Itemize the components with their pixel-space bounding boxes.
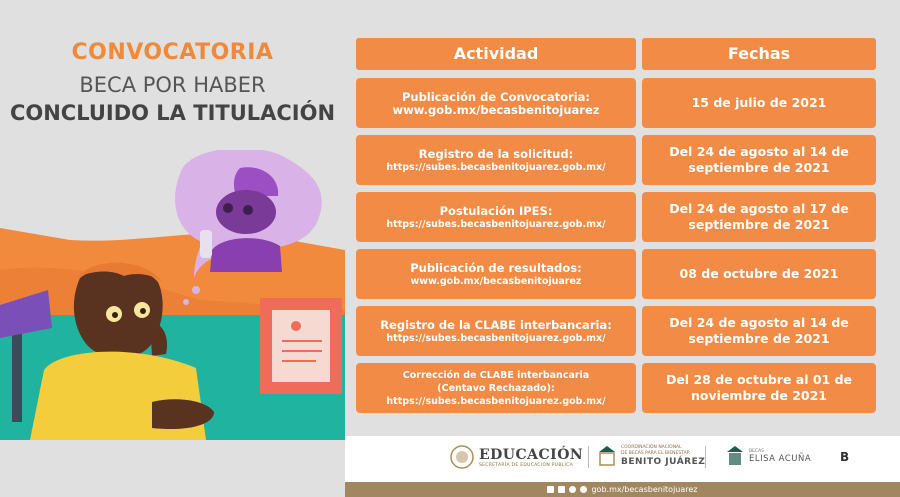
activity-title: Corrección de CLABE interbancaria: [402, 369, 590, 381]
column-header-dates: Fechas: [642, 38, 876, 70]
date-text: Del 28 de octubre al 01 de noviembre de 2021: [665, 372, 853, 403]
table-row: [356, 306, 876, 356]
title-block: [0, 30, 345, 125]
column-header-activity: Actividad: [356, 38, 636, 70]
date-text: Del 24 de agosto al 17 de septiembre de 2021: [669, 201, 849, 232]
table-row: [356, 78, 876, 128]
bj-subtitle-2: DE BECAS PARA EL BIENESTAR: [621, 451, 690, 456]
activity-link[interactable]: www.gob.mx/becasbenitojuarez: [392, 102, 600, 117]
schedule-table: [356, 38, 876, 420]
logo-benito-juarez: [597, 444, 705, 468]
bj-wordmark: BENITO JUÁREZ: [621, 457, 706, 467]
ea-building-icon: [725, 444, 745, 468]
activity-title: Registro de la solicitud:: [418, 146, 574, 161]
logo-elisa-acuna: [725, 444, 811, 468]
activity-cell: [356, 363, 636, 413]
bj-subtitle-1: COORDINACIÓN NACIONAL: [621, 445, 682, 450]
bj-building-icon: [597, 444, 617, 468]
facebook-icon[interactable]: [547, 486, 554, 493]
activity-link[interactable]: https://subes.becasbenitojuarez.gob.mx/: [386, 332, 606, 344]
date-text: Del 24 de agosto al 14 de septiembre de 2021: [669, 315, 849, 346]
activity-link[interactable]: https://subes.becasbenitojuarez.gob.mx/: [386, 218, 606, 230]
activity-link[interactable]: https://subes.becasbenitojuarez.gob.mx/: [386, 395, 606, 407]
footer-bar: [345, 482, 900, 497]
educacion-subtitle: SECRETARÍA DE EDUCACIÓN PÚBLICA: [479, 462, 573, 468]
activity-title-line-2: (Centavo Rechazado):: [437, 382, 555, 394]
logo-educacion: [449, 444, 583, 470]
logo-divider: [705, 446, 706, 468]
date-text: 08 de octubre de 2021: [679, 266, 839, 281]
activity-link[interactable]: https://subes.becasbenitojuarez.gob.mx/: [386, 161, 606, 173]
activity-link[interactable]: www.gob.mx/becasbenitojuarez: [410, 275, 582, 287]
logo-divider: [588, 446, 589, 468]
page-subtitle-2: CONCLUIDO LA TITULACIÓN: [9, 101, 336, 125]
youtube-icon[interactable]: [580, 486, 587, 493]
footer-url[interactable]: gob.mx/becasbenitojuarez: [591, 485, 698, 494]
date-cell: [642, 192, 876, 242]
instagram-icon[interactable]: [569, 486, 576, 493]
date-cell: [642, 249, 876, 299]
activity-title: Publicación de resultados:: [410, 260, 582, 275]
b-logo: B: [840, 450, 850, 464]
table-row: [356, 363, 876, 413]
activity-cell: [356, 192, 636, 242]
activity-cell: [356, 306, 636, 356]
table-row: [356, 135, 876, 185]
activity-title: Publicación de Convocatoria:: [401, 89, 591, 104]
table-row: [356, 192, 876, 242]
activity-title: Registro de la CLABE interbancaria:: [380, 317, 612, 332]
twitter-icon[interactable]: [558, 486, 565, 493]
date-cell: [642, 135, 876, 185]
logo-band: [345, 436, 900, 482]
educacion-wordmark: EDUCACIÓN: [479, 446, 584, 463]
date-text: 15 de julio de 2021: [691, 95, 827, 110]
activity-cell: [356, 249, 636, 299]
page-title: CONVOCATORIA: [71, 40, 274, 65]
student-illustration: [0, 150, 345, 440]
eagle-seal-icon: [449, 444, 475, 470]
table-row: [356, 249, 876, 299]
activity-cell: [356, 78, 636, 128]
date-cell: [642, 306, 876, 356]
date-text: Del 24 de agosto al 14 de septiembre de 2021: [669, 144, 849, 175]
activity-title: Postulación IPES:: [439, 203, 553, 218]
table-header: [356, 38, 876, 70]
ea-wordmark: ELISA ACUÑA: [749, 453, 812, 464]
page-subtitle-1: BECA POR HABER: [79, 73, 266, 97]
ea-subtitle: BECAS: [749, 448, 765, 454]
student-thinking-illustration: [0, 150, 345, 440]
activity-cell: [356, 135, 636, 185]
date-cell: [642, 363, 876, 413]
date-cell: [642, 78, 876, 128]
